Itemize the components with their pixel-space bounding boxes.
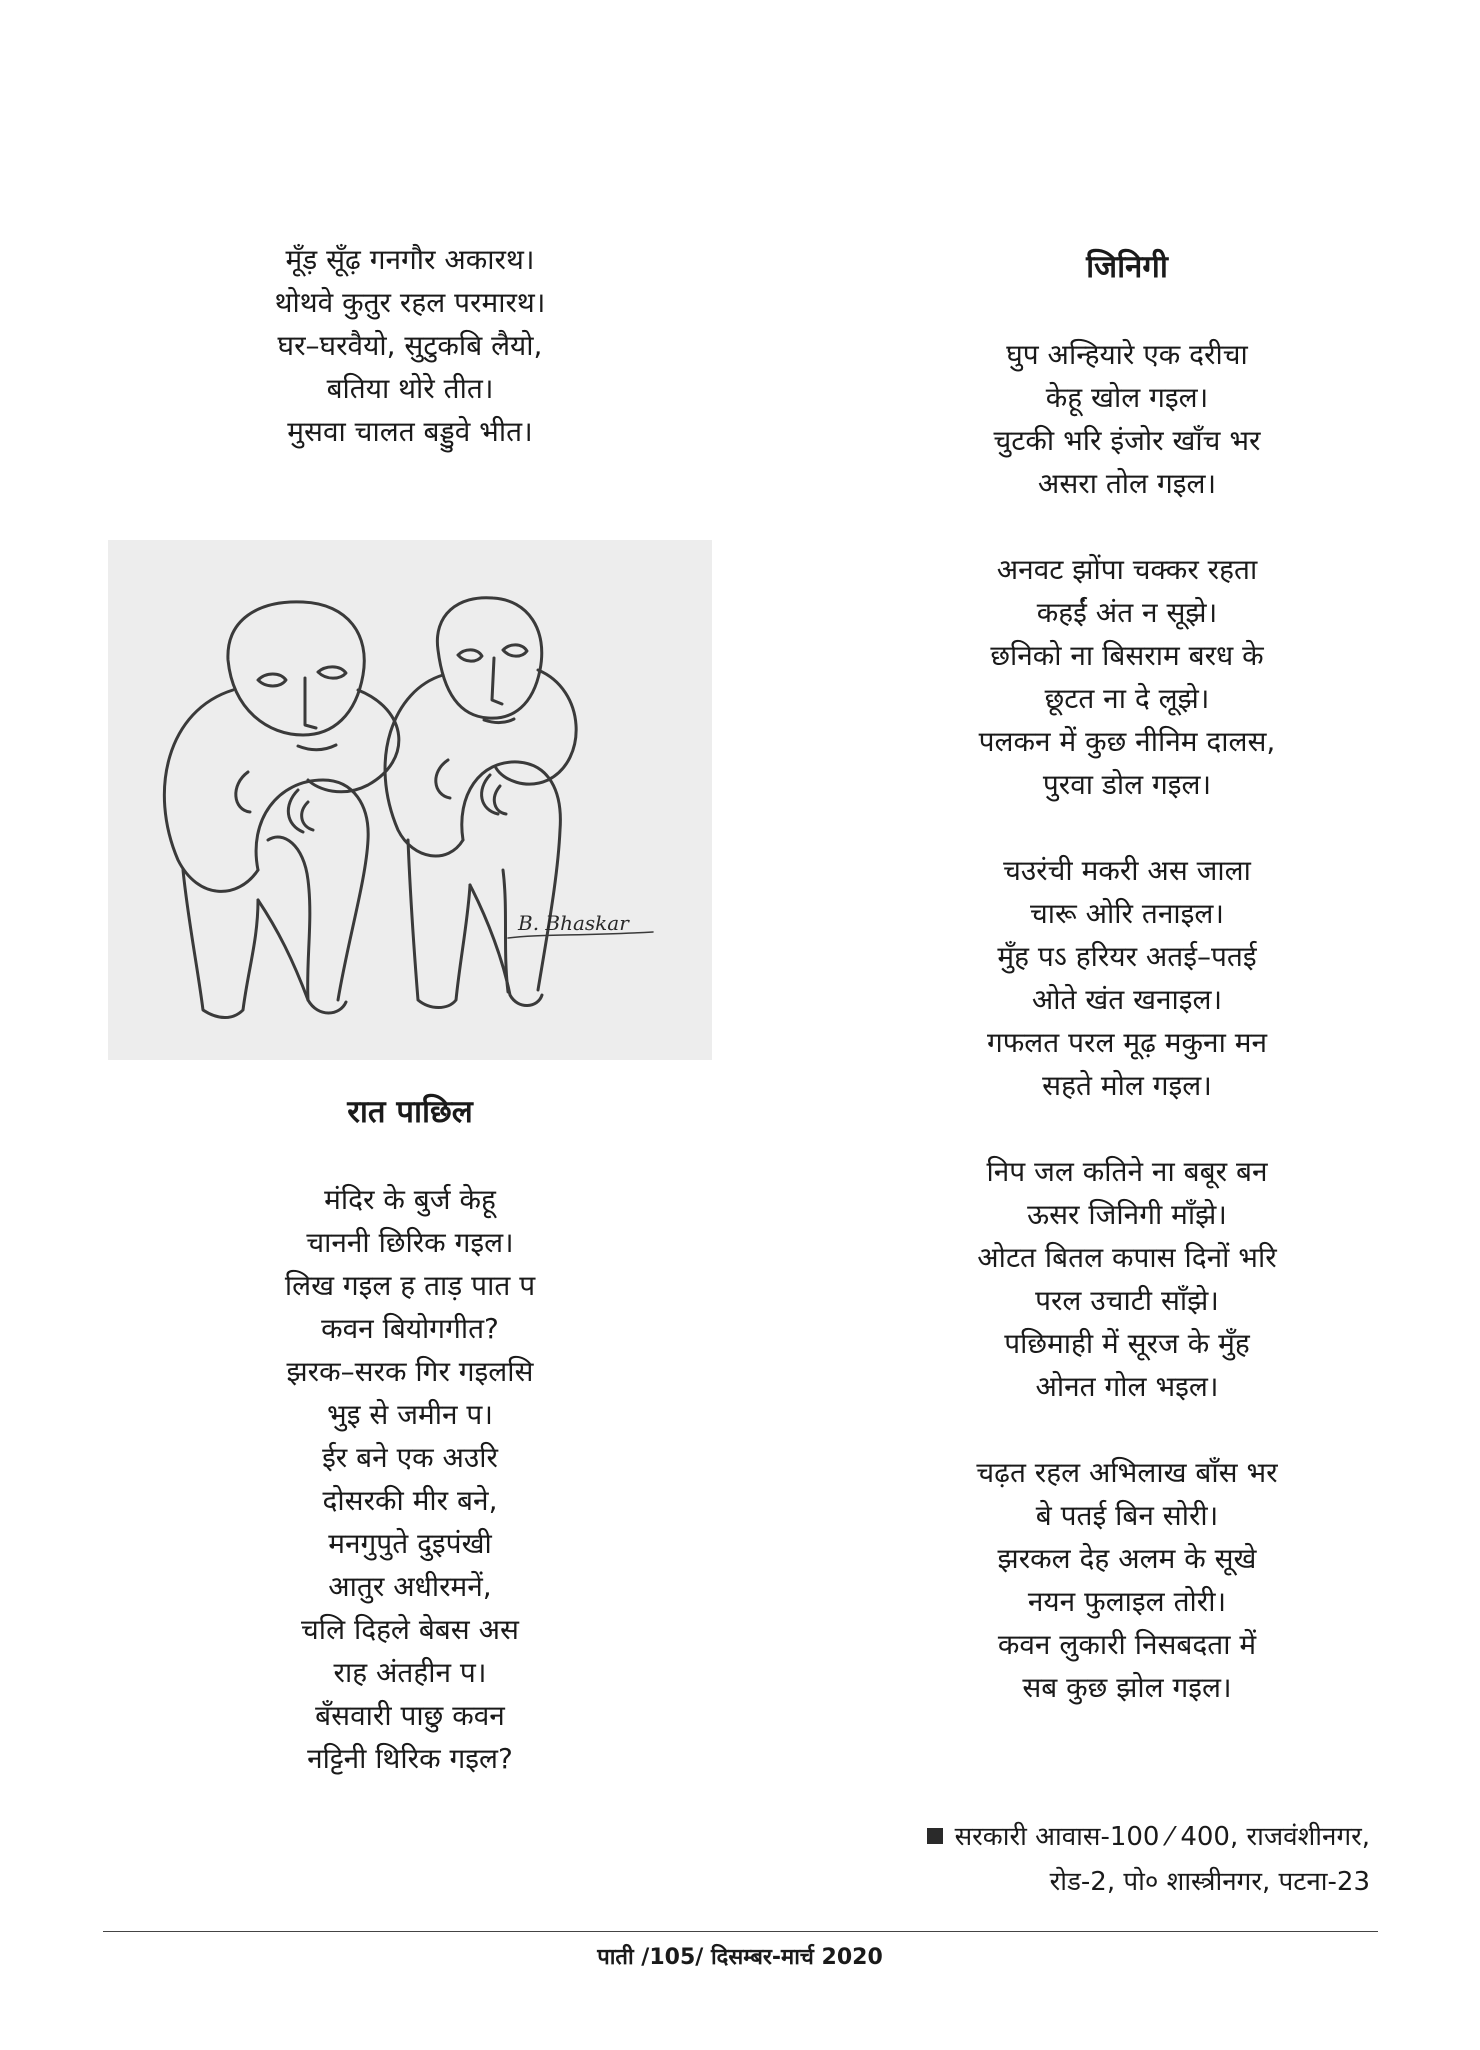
stanza [868, 548, 1386, 806]
verse-line: नयन फुलाइल तोरी। [1027, 1585, 1227, 1618]
verse-line: घर–घरवैयो, सुटुकबि लैयो, [277, 329, 543, 362]
verse-line: मुसवा चालत बड्डुवे भीत। [287, 415, 533, 448]
stanza [868, 333, 1386, 505]
verse-line: आतुर अधीरमनें, [328, 1570, 492, 1603]
verse-line: अनवट झोंपा चक्कर रहता [996, 553, 1258, 586]
poem-jinigi [868, 247, 1386, 1752]
verse-line: झरक–सरक गिर गइलसि [286, 1355, 534, 1388]
verse-line: मुँह पऽ हरियर अतई–पतई [997, 940, 1257, 973]
verse-line: झरकल देह अलम के सूखे [997, 1542, 1257, 1575]
verse-line: मंदिर के बुर्ज केहू [324, 1183, 496, 1216]
verse-line: ओनत गोल भइल। [1035, 1370, 1219, 1403]
poem-raat-paachhil [108, 1092, 712, 1780]
verse-line: ओते खंत खनाइल। [1031, 983, 1223, 1016]
verse-line: मनगुपुते दुइपंखी [328, 1527, 492, 1560]
verse-line: बे पतई बिन सोरी। [1035, 1499, 1219, 1532]
verse-line: छनिको ना बिसराम बरध के [990, 639, 1264, 672]
sketch-illustration [108, 540, 712, 1060]
verse-line: चुटकी भरि इंजोर खाँच भर [993, 424, 1261, 457]
verse-line: परल उचाटी साँझे। [1035, 1284, 1219, 1317]
verse-line: ईर बने एक अउरि [322, 1441, 498, 1474]
poet-address [927, 1815, 1370, 1905]
verse-line: ओटत बितल कपास दिनों भरि [977, 1241, 1277, 1274]
poem-title: रात पाछिल [347, 1094, 473, 1130]
verse-line: थोथवे कुतुर रहल परमारथ। [274, 286, 546, 319]
verse-line: चढ़त रहल अभिलाख बाँस भर [976, 1456, 1278, 1489]
poem-title: जिनिगी [1086, 249, 1168, 285]
verse-line: निप जल कतिने ना बबूर बन [986, 1155, 1268, 1188]
verse-line: घुप अन्हियारे एक दरीचा [1006, 338, 1248, 371]
top-left-verse [108, 238, 712, 453]
artist-signature: B. Bhaskar [518, 911, 629, 935]
verse-line: लिख गइल ह ताड़ पात प [284, 1269, 536, 1302]
verse-line: कहईं अंत न सूझे। [1036, 596, 1218, 629]
verse-line: पछिमाही में सूरज के मुँह [1004, 1327, 1250, 1360]
stanza [868, 1451, 1386, 1709]
address-line-1 [927, 1815, 1370, 1860]
verse-line: असरा तोल गइल। [1037, 467, 1217, 500]
verse-line: चलि दिहले बेबस अस [301, 1613, 519, 1646]
two-figures-sketch [108, 540, 712, 1060]
verse-line: चारू ओरि तनाइल। [1029, 897, 1225, 930]
verse-line: चउरंची मकरी अस जाला [1003, 854, 1251, 887]
checkbox-icon [927, 1828, 943, 1844]
verse-line: ऊसर जिनिगी माँझे। [1027, 1198, 1227, 1231]
verse-line: राह अंतहीन प। [333, 1656, 487, 1689]
verse-line: पलकन में कुछ नीनिम दालस, [978, 725, 1276, 758]
verse-line: गफलत परल मूढ़ मकुना मन [986, 1026, 1268, 1059]
verse-line: सब कुछ झोल गइल। [1022, 1671, 1232, 1704]
verse-line: दोसरकी मीर बने, [322, 1484, 498, 1517]
verse-line: नट्टिनी थिरिक गइल? [307, 1742, 513, 1775]
stanza [868, 1150, 1386, 1408]
page-footer: पाती /105/ दिसम्बर-मार्च 2020 [597, 1945, 883, 1970]
address-line-2: रोड-2, पो० शास्त्रीनगर, पटना-23 [1049, 1867, 1370, 1897]
footer-divider [103, 1931, 1378, 1932]
verse-line: केहू खोल गइल। [1045, 381, 1209, 414]
verse-line: कवन लुकारी निसबदता में [997, 1628, 1257, 1661]
verse-line: बतिया थोरे तीत। [326, 372, 494, 405]
verse-line: पुरवा डोल गइल। [1042, 768, 1212, 801]
verse-line: मूँड़ सूँढ़ गनगौर अकारथ। [285, 243, 535, 276]
verse-line: कवन बियोगगीत? [321, 1312, 499, 1345]
stanza [868, 849, 1386, 1107]
address-text-1: सरकारी आवास-100 ⁄ 400, राजवंशीनगर, [954, 1822, 1370, 1852]
verse-line: चाननी छिरिक गइल। [306, 1226, 514, 1259]
verse-line: सहते मोल गइल। [1042, 1069, 1212, 1102]
verse-line: भुइ से जमीन प। [327, 1398, 493, 1431]
verse-line: बँसवारी पाछु कवन [315, 1699, 505, 1732]
verse-line: छूटत ना दे लूझे। [1044, 682, 1210, 715]
